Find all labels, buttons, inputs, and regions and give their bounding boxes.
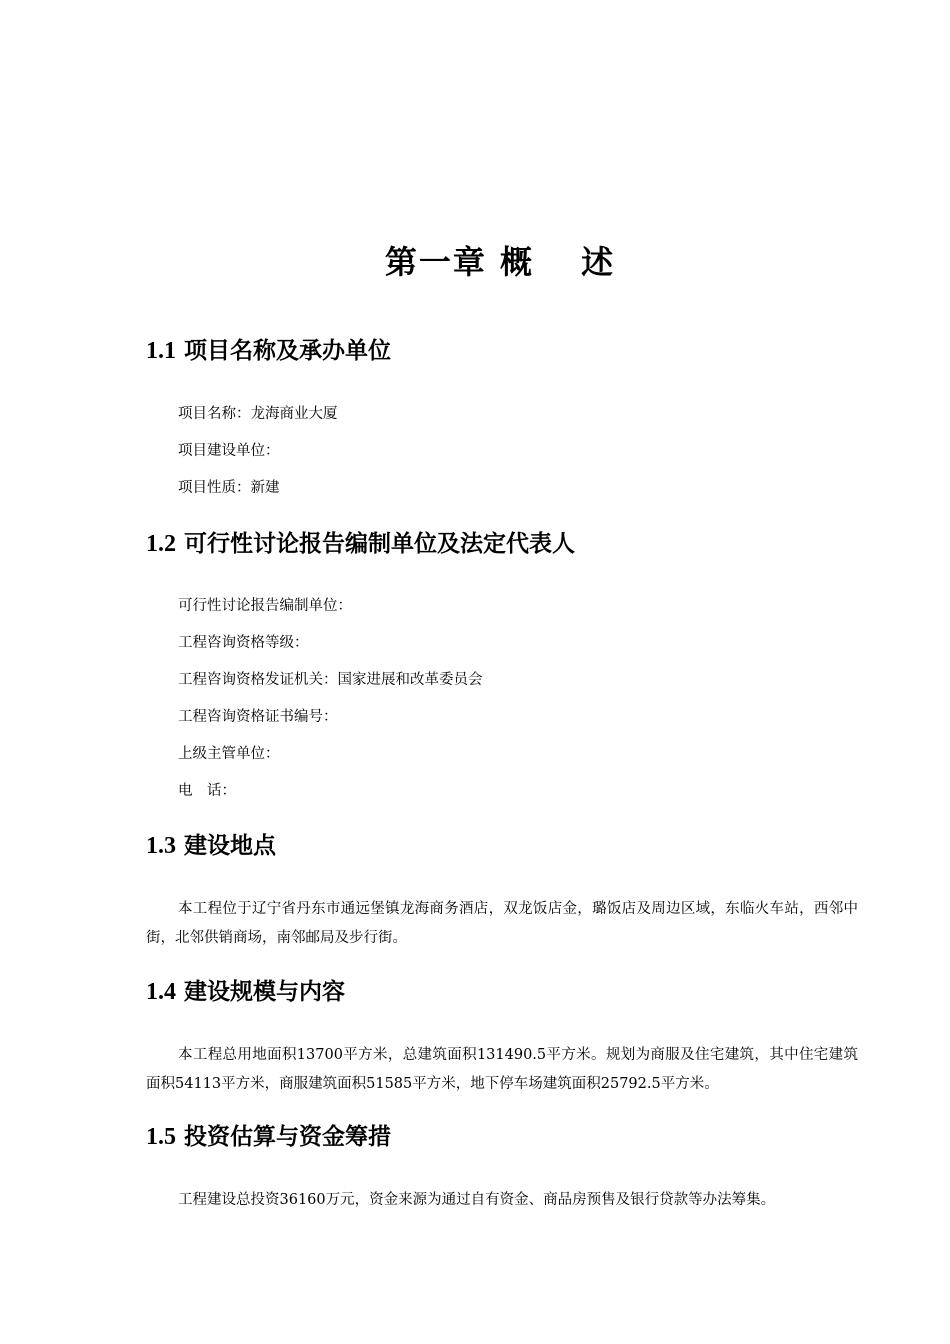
section-title: 建设地点 — [184, 833, 277, 859]
section-number: 1.1 — [146, 338, 176, 364]
section-project-name — [146, 334, 866, 507]
section-heading — [146, 527, 866, 561]
field-project-nature: 项目性质：新建 — [178, 480, 280, 496]
section-number: 1.5 — [146, 1124, 176, 1150]
section-heading — [146, 1120, 866, 1154]
section-heading — [146, 975, 866, 1009]
section-heading — [146, 334, 866, 368]
section-investment — [146, 1120, 866, 1215]
section-title: 项目名称及承办单位 — [184, 338, 392, 364]
field-project-name: 项目名称：龙海商业大厦 — [178, 406, 338, 422]
section-number: 1.2 — [146, 531, 176, 557]
field-list — [146, 588, 866, 810]
field-qualification-level: 工程咨询资格等级： — [178, 635, 309, 651]
section-report-unit — [146, 527, 866, 810]
paragraph-scale: 本工程总用地面积13700平方米，总建筑面积131490.5平方米。规划为商服及住宅建筑，其中住宅建筑面积54113平方米，商服建筑面积51585平方米，地下停车场建筑面积25792.5平方米。 — [146, 1047, 858, 1092]
chapter-title: 第一章 概 述 — [384, 243, 616, 281]
field-report-unit: 可行性讨论报告编制单位： — [178, 598, 352, 614]
section-title: 建设规模与内容 — [184, 979, 346, 1005]
section-number: 1.3 — [146, 833, 176, 859]
section-number: 1.4 — [146, 979, 176, 1005]
section-heading — [146, 829, 866, 863]
section-location — [146, 829, 866, 953]
paragraph-location: 本工程位于辽宁省丹东市通远堡镇龙海商务酒店，双龙饭店金，璐饭店及周边区域，东临火车站，西邻中街，北邻供销商场，南邻邮局及步行街。 — [146, 901, 858, 946]
section-title: 投资估算与资金筹措 — [184, 1124, 392, 1150]
paragraph-investment: 工程建设总投资36160万元，资金来源为通过自有资金、商品房预售及银行贷款等办法筹集。 — [178, 1192, 776, 1208]
field-telephone: 电 话： — [178, 783, 236, 799]
field-construction-unit: 项目建设单位： — [178, 443, 280, 459]
field-issuing-authority: 工程咨询资格发证机关：国家进展和改革委员会 — [178, 672, 483, 688]
field-supervising-unit: 上级主管单位： — [178, 746, 280, 762]
field-list — [146, 396, 866, 507]
section-title: 可行性讨论报告编制单位及法定代表人 — [184, 531, 576, 557]
field-certificate-number: 工程咨询资格证书编号： — [178, 709, 338, 725]
section-scale — [146, 975, 866, 1099]
